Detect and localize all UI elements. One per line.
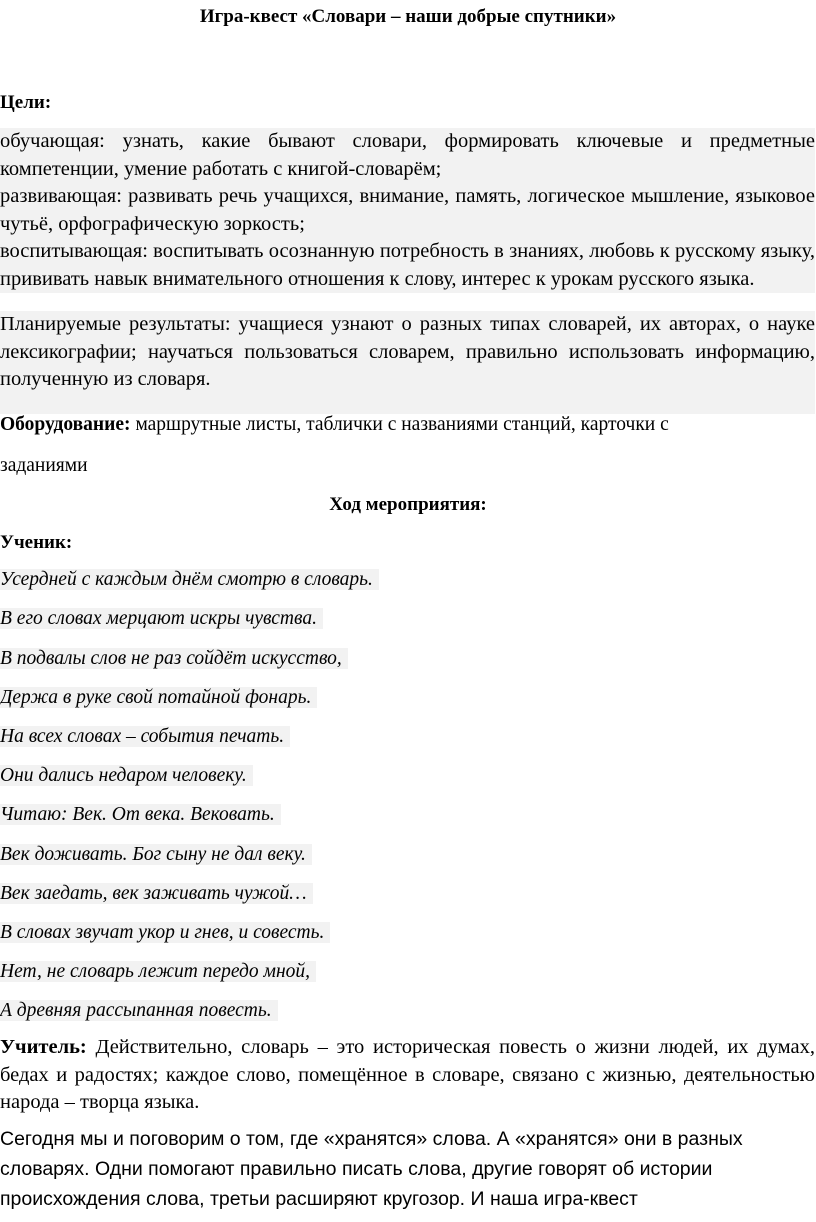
goal-educating-label: воспитывающая: — [0, 240, 148, 262]
poem-line: Усердней с каждым днём смотрю в словарь. — [0, 567, 379, 593]
poem-line: Держа в руке свой потайной фонарь. — [0, 685, 317, 711]
closing-line: словарях. Одни помогают правильно писать слова, другие говорят об истории — [0, 1158, 713, 1180]
poem-line: Нет, не словарь лежит передо мной, — [0, 959, 316, 985]
goal-teaching — [0, 128, 815, 183]
goal-educating-text: воспитывать осознанную потребность в знаниях, любовь к русскому языку, прививать навык внимательного отношения к слову, интерес к урокам русского языка. — [0, 240, 815, 290]
poem-line: В словах звучат укор и гнев, и совесть. — [0, 920, 330, 946]
goal-developing — [0, 183, 815, 238]
progress-heading: Ход мероприятия: — [329, 494, 487, 515]
goal-developing-text: развивать речь учащихся, внимание, память, логическое мышление, языковое чутьё, орфографическую зоркость; — [0, 185, 815, 235]
teacher-text: Действительно, словарь – это историческая повесть о жизни людей, их думах, бедах и радостях; каждое слово, помещённое в словаре, связано с жизнью, деятельностью народа – творца языка. — [0, 1036, 815, 1114]
poem-line: А древняя рассыпанная повесть. — [0, 998, 278, 1024]
teacher-paragraph — [0, 1034, 815, 1117]
poem-line: Век доживать. Бог сыну не дал веку. — [0, 842, 312, 868]
equipment-label: Оборудование: — [0, 414, 131, 435]
goal-educating — [0, 238, 815, 293]
equipment-text-continued: заданиями — [0, 455, 88, 476]
goal-teaching-text: узнать, какие бывают словари, формировать ключевые и предметные компетенции, умение работать с книгой-словарём; — [0, 130, 815, 180]
poem-line: Они дались недаром человеку. — [0, 763, 253, 789]
poem-line: В его словах мерцают искры чувства. — [0, 606, 323, 632]
poem-line: Читаю: Век. От века. Вековать. — [0, 802, 281, 828]
teacher-label: Учитель: — [0, 1036, 87, 1058]
closing-line: происхождения слова, третьи расширяют кругозор. И наша игра-квест — [0, 1188, 638, 1210]
document-title: Игра-квест «Словари – наши добрые спутники» — [199, 6, 617, 27]
closing-line: Сегодня мы и поговорим о том, где «хранятся» слова. А «хранятся» они в разных — [0, 1128, 743, 1150]
equipment — [0, 412, 669, 438]
poem-line: Век заедать, век заживать чужой… — [0, 881, 313, 907]
goals-heading: Цели: — [0, 92, 52, 113]
equipment-text: маршрутные листы, таблички с названиями станций, карточки с — [130, 414, 669, 435]
student-label: Ученик: — [0, 532, 73, 553]
planned-results: Планируемые результаты: учащиеся узнают о разных типах словарей, их авторах, о науке лексикографии; научаться пользоваться словарем, правильно использовать информацию, полученную из словаря. — [0, 311, 815, 414]
goal-developing-label: развивающая: — [0, 185, 122, 207]
goal-teaching-label: обучающая: — [0, 130, 105, 152]
poem-line: В подвалы слов не раз сойдёт искусство, — [0, 646, 348, 672]
poem-line: На всех словах – события печать. — [0, 724, 290, 750]
